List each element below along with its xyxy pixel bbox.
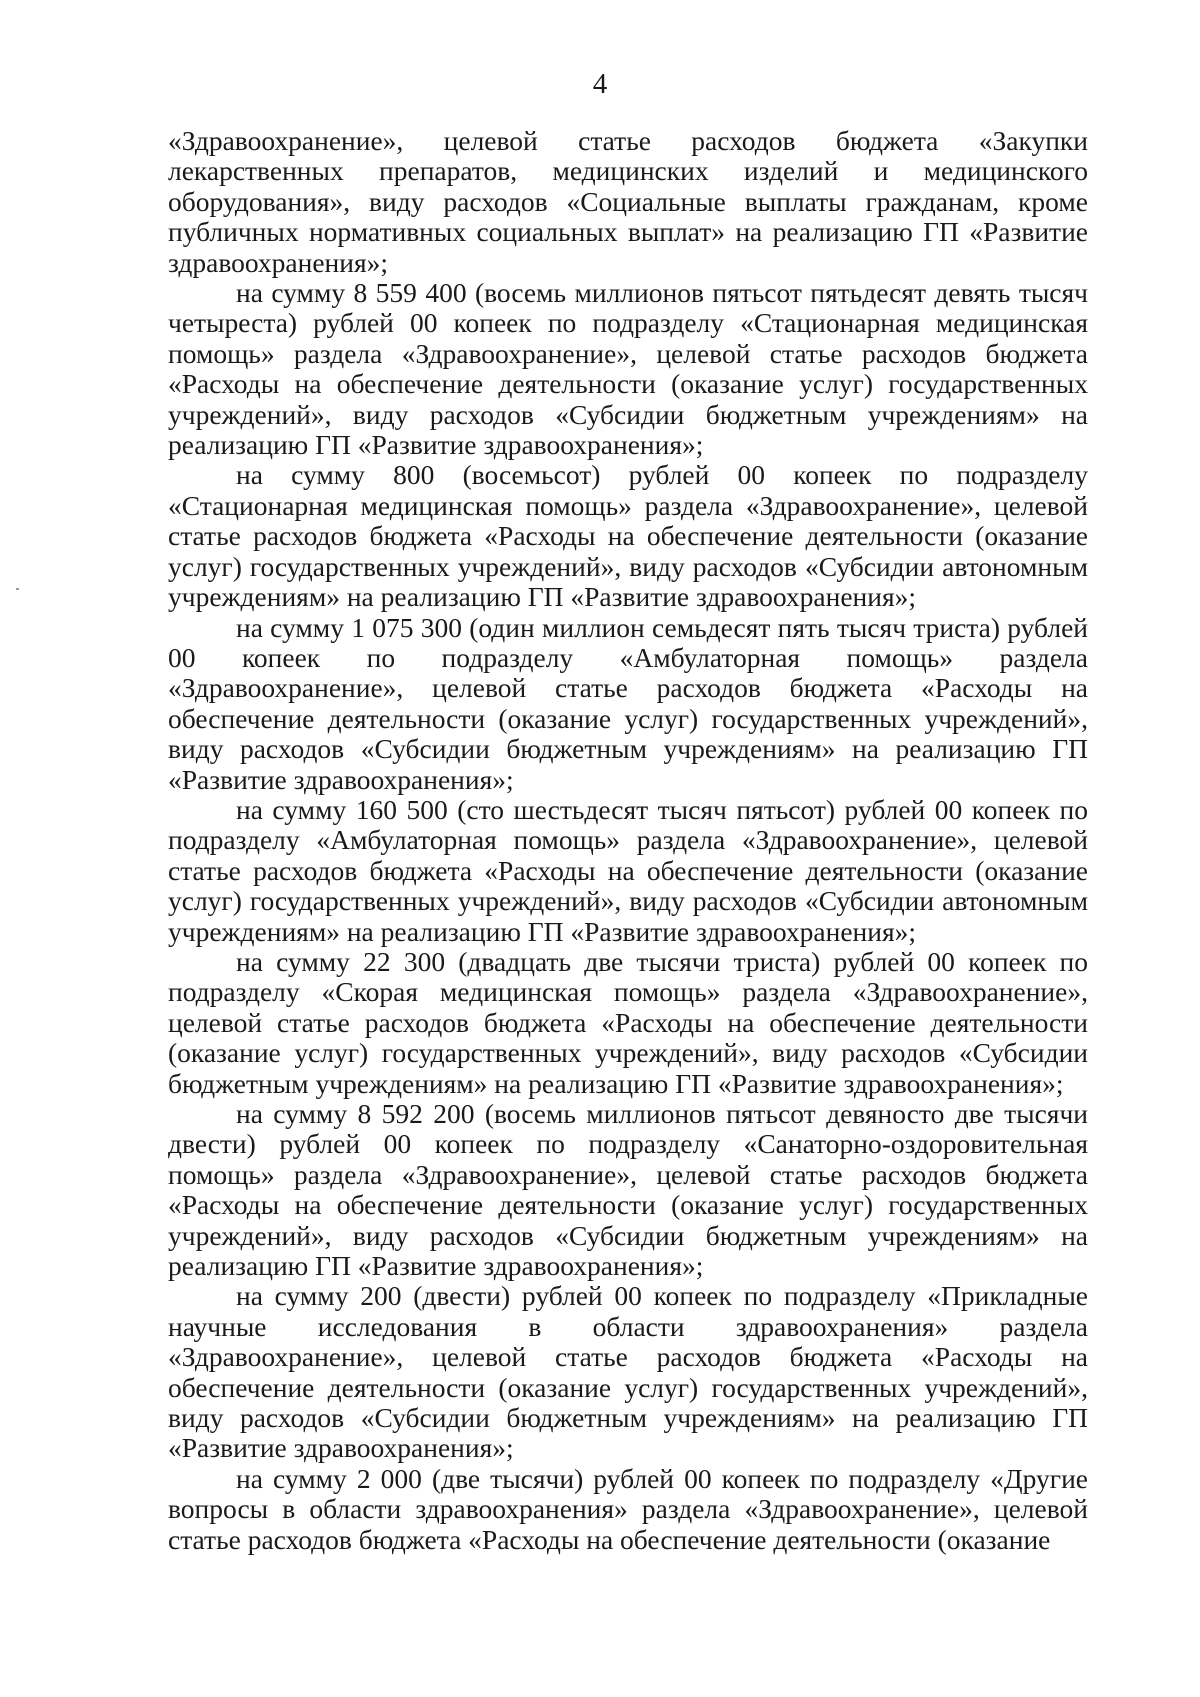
page-number: 4 — [592, 68, 608, 100]
paragraph-outpatient-autonomous: на сумму 160 500 (сто шестьдесят тысяч пятьсот) рублей 00 копеек по подразделу «Амбулаторная помощь» раздела «Здравоохранение», целевой статье расходов бюджета «Расходы на обеспечение деятельности (оказание услуг) государственных учреждений», виду расходов «Субсидии автономным учреждениям» на реализацию ГП «Развитие здравоохранения»; — [168, 793, 1088, 947]
paragraph-other-questions: на сумму 2 000 (две тысячи) рублей 00 копеек по подразделу «Другие вопросы в области здравоохранения» раздела «Здравоохранение», целевой статье расходов бюджета «Расходы на обеспечение деятельности (оказание — [168, 1462, 1088, 1555]
paragraph-ambulance: на сумму 22 300 (двадцать две тысячи триста) рублей 00 копеек по подразделу «Скорая медицинская помощь» раздела «Здравоохранение», целевой статье расходов бюджета «Расходы на обеспечение деятельности (оказание услуг) государственных учреждений», виду расходов «Субсидии бюджетным учреждениям» на реализацию ГП «Развитие здравоохранения»; — [168, 945, 1088, 1099]
paragraph-continuation: «Здравоохранение», целевой статье расходов бюджета «Закупки лекарственных препаратов, медицинских изделий и медицинского оборудования», виду расходов «Социальные выплаты гражданам, кроме публичных нормативных социальных выплат» на реализацию ГП «Развитие здравоохранения»; — [168, 125, 1088, 278]
paragraph-inpatient-autonomous: на сумму 800 (восемьсот) рублей 00 копеек по подразделу «Стационарная медицинская помощь» раздела «Здравоохранение», целевой статье расходов бюджета «Расходы на обеспечение деятельности (оказание услуг) государственных учреждений», виду расходов «Субсидии автономным учреждениям» на реализацию ГП «Развитие здравоохранения»; — [168, 459, 1088, 613]
paragraph-applied-research: на сумму 200 (двести) рублей 00 копеек по подразделу «Прикладные научные исследования в области здравоохранения» раздела «Здравоохранение», целевой статье расходов бюджета «Расходы на обеспечение деятельности (оказание услуг) государственных учреждений», виду расходов «Субсидии бюджетным учреждениям» на реализацию ГП «Развитие здравоохранения»; — [168, 1280, 1088, 1464]
paragraph-inpatient-budget: на сумму 8 559 400 (восемь миллионов пятьсот пятьдесят девять тысяч четыреста) рублей 00 копеек по подразделу «Стационарная медицинская помощь» раздела «Здравоохранение», целевой статье расходов бюджета «Расходы на обеспечение деятельности (оказание услуг) государственных учреждений», виду расходов «Субсидии бюджетным учреждениям» на реализацию ГП «Развитие здравоохранения»; — [168, 277, 1088, 461]
paragraph-sanatorium: на сумму 8 592 200 (восемь миллионов пятьсот девяносто две тысячи двести) рублей 00 копеек по подразделу «Санаторно-оздоровительная помощь» раздела «Здравоохранение», целевой статье расходов бюджета «Расходы на обеспечение деятельности (оказание услуг) государственных учреждений», виду расходов «Субсидии бюджетным учреждениям» на реализацию ГП «Развитие здравоохранения»; — [168, 1098, 1088, 1282]
paragraph-outpatient-budget: на сумму 1 075 300 (один миллион семьдесят пять тысяч триста) рублей 00 копеек по подразделу «Амбулаторная помощь» раздела «Здравоохранение», целевой статье расходов бюджета «Расходы на обеспечение деятельности (оказание услуг) государственных учреждений», виду расходов «Субсидии бюджетным учреждениям» на реализацию ГП «Развитие здравоохранения»; — [168, 611, 1088, 795]
document-body — [168, 126, 1088, 1555]
scan-speck — [16, 588, 19, 590]
